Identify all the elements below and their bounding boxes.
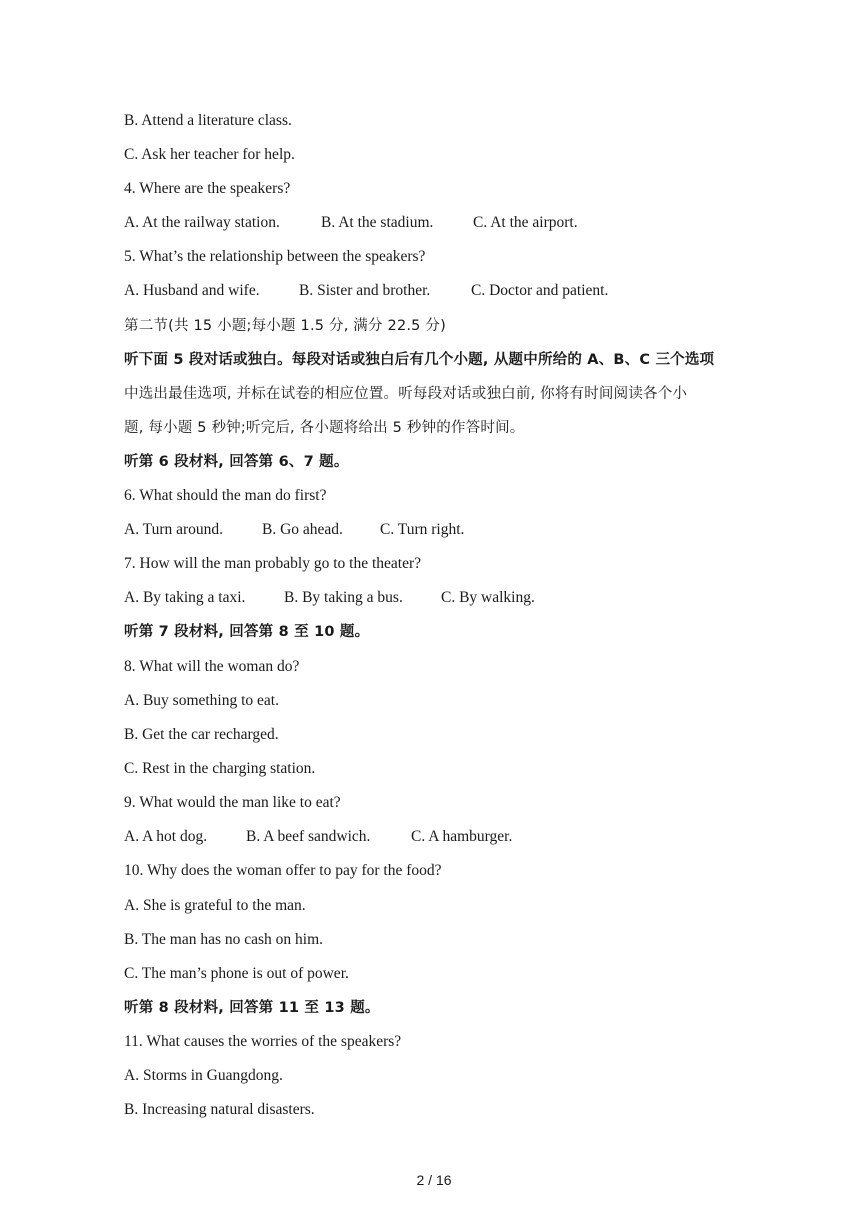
answer-option-5a: A. Husband and wife. xyxy=(124,282,260,299)
question-6-options xyxy=(124,520,464,540)
page-number: 2 / 16 xyxy=(416,1172,452,1188)
question-6: 6. What should the man do first? xyxy=(124,487,327,504)
material-6-heading: 听第 6 段材料, 回答第 6、7 题。 xyxy=(124,454,349,470)
answer-option-8b: B. Get the car recharged. xyxy=(124,726,279,743)
answer-option-6a: A. Turn around. xyxy=(124,521,224,538)
answer-option-5b: B. Sister and brother. xyxy=(299,282,431,299)
answer-option-11b: B. Increasing natural disasters. xyxy=(124,1101,315,1118)
answer-option-9b: B. A beef sandwich. xyxy=(246,828,371,845)
answer-option-7b: B. By taking a bus. xyxy=(284,589,403,606)
question-9-options xyxy=(124,827,512,847)
answer-option-8c: C. Rest in the charging station. xyxy=(124,760,316,777)
answer-option-9c: C. A hamburger. xyxy=(411,828,513,845)
answer-option-10a: A. She is grateful to the man. xyxy=(124,897,306,914)
answer-option-7c: C. By walking. xyxy=(441,589,535,606)
question-9: 9. What would the man like to eat? xyxy=(124,794,341,811)
answer-option-6b: B. Go ahead. xyxy=(262,521,343,538)
answer-option-3b: B. Attend a literature class. xyxy=(124,112,292,129)
answer-option-6c: C. Turn right. xyxy=(380,521,465,538)
section-heading: 第二节(共 15 小题;每小题 1.5 分, 满分 22.5 分) xyxy=(124,318,446,334)
answer-option-11a: A. Storms in Guangdong. xyxy=(124,1067,283,1084)
question-10: 10. Why does the woman offer to pay for the food? xyxy=(124,862,442,879)
material-7-heading: 听第 7 段材料, 回答第 8 至 10 题。 xyxy=(124,624,370,640)
question-8: 8. What will the woman do? xyxy=(124,658,300,675)
question-4: 4. Where are the speakers? xyxy=(124,180,291,197)
question-7-options xyxy=(124,588,535,608)
answer-option-4c: C. At the airport. xyxy=(473,214,578,231)
answer-option-5c: C. Doctor and patient. xyxy=(471,282,609,299)
instructions-line-2: 中选出最佳选项, 并标在试卷的相应位置。听每段对话或独白前, 你将有时间阅读各个小 xyxy=(124,386,688,402)
question-4-options xyxy=(124,213,578,233)
instructions-line-3: 题, 每小题 5 秒钟;听完后, 各小题将给出 5 秒钟的作答时间。 xyxy=(124,420,525,436)
question-5: 5. What’s the relationship between the speakers? xyxy=(124,248,426,265)
question-11: 11. What causes the worries of the speakers? xyxy=(124,1033,402,1050)
answer-option-8a: A. Buy something to eat. xyxy=(124,692,279,709)
question-5-options xyxy=(124,281,608,301)
answer-option-10b: B. The man has no cash on him. xyxy=(124,931,324,948)
answer-option-4b: B. At the stadium. xyxy=(321,214,434,231)
material-8-heading: 听第 8 段材料, 回答第 11 至 13 题。 xyxy=(124,1000,380,1016)
answer-option-7a: A. By taking a taxi. xyxy=(124,589,246,606)
question-7: 7. How will the man probably go to the theater? xyxy=(124,555,422,572)
answer-option-9a: A. A hot dog. xyxy=(124,828,208,845)
instructions-line-1: 听下面 5 段对话或独白。每段对话或独白后有几个小题, 从题中所给的 A、B、C 三个选项 xyxy=(124,352,715,368)
answer-option-4a: A. At the railway station. xyxy=(124,214,280,231)
answer-option-3c: C. Ask her teacher for help. xyxy=(124,146,295,163)
answer-option-10c: C. The man’s phone is out of power. xyxy=(124,965,349,982)
